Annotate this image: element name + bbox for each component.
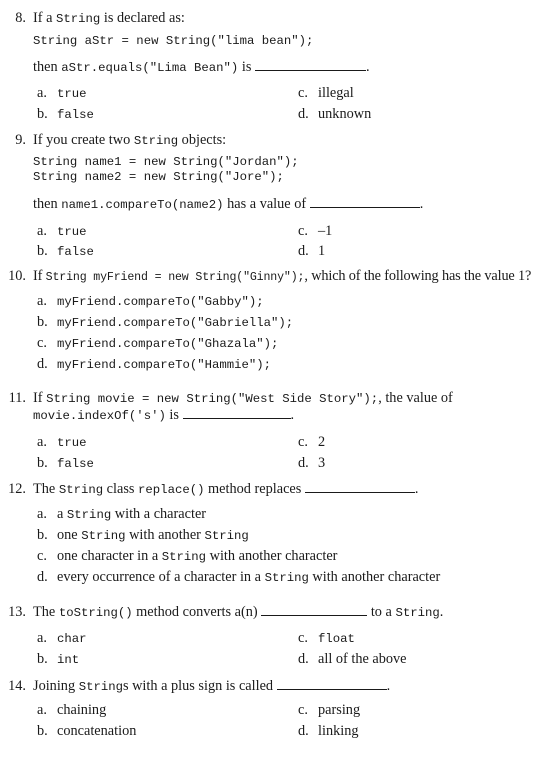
question-text: If String movie = new String("West Side Story");, the value of	[33, 390, 453, 406]
question-text: The toString() method converts a(n) to a String.	[33, 604, 444, 620]
question-text: then aStr.equals("Lima Bean") is .	[33, 59, 370, 75]
option-c: c. illegal	[298, 85, 354, 101]
question-number: 13.	[8, 604, 26, 620]
option-d: d. all of the above	[298, 651, 407, 667]
option-c: c. myFriend.compareTo("Ghazala");	[37, 335, 279, 351]
code-line: String aStr = new String("lima bean");	[33, 34, 314, 48]
option-d: d. 3	[298, 455, 326, 471]
option-c: c. float	[298, 630, 355, 646]
option-d: d. every occurrence of a character in a String with another character	[37, 569, 441, 585]
option-a: a. true	[37, 85, 87, 101]
answer-blank	[183, 406, 291, 419]
question-text: If you create two String objects:	[33, 132, 227, 148]
question-number: 8.	[15, 10, 26, 26]
question-text: The String class replace() method replaces .	[33, 481, 419, 497]
option-a: a. true	[37, 434, 87, 450]
option-b: b. myFriend.compareTo("Gabriella");	[37, 314, 294, 330]
question-number: 12.	[8, 481, 26, 497]
code-line: String name2 = new String("Jore");	[33, 170, 284, 184]
answer-blank	[255, 58, 366, 71]
option-b: b. one String with another String	[37, 527, 249, 543]
answer-blank	[261, 603, 367, 616]
option-c: c. 2	[298, 434, 326, 450]
option-d: d. linking	[298, 723, 359, 739]
option-b: b. int	[37, 651, 80, 667]
question-number: 10.	[8, 268, 26, 284]
option-d: d. myFriend.compareTo("Hammie");	[37, 356, 272, 372]
code-line: String name1 = new String("Jordan");	[33, 155, 299, 169]
option-b: b. false	[37, 455, 94, 471]
answer-blank	[310, 195, 420, 208]
option-a: a. true	[37, 223, 87, 239]
question-number: 11.	[8, 390, 26, 406]
question-number: 14.	[8, 678, 26, 694]
option-d: d. 1	[298, 243, 326, 259]
question-text: If String myFriend = new String("Ginny");, which of the following has the value 1?	[33, 268, 532, 284]
answer-blank	[277, 677, 387, 690]
option-a: a. myFriend.compareTo("Gabby");	[37, 293, 264, 309]
question-text: then name1.compareTo(name2) has a value of .	[33, 196, 424, 212]
option-a: a. chaining	[37, 702, 107, 718]
option-c: c. parsing	[298, 702, 361, 718]
option-c: c. –1	[298, 223, 333, 239]
question-text: Joining Strings with a plus sign is called .	[33, 678, 391, 694]
question-text: If a String is declared as:	[33, 10, 185, 26]
option-b: b. false	[37, 106, 94, 122]
question-text: movie.indexOf('s') is .	[33, 407, 295, 423]
option-a: a. a String with a character	[37, 506, 207, 522]
option-c: c. one character in a String with another character	[37, 548, 338, 564]
option-a: a. char	[37, 630, 87, 646]
option-d: d. unknown	[298, 106, 372, 122]
question-number: 9.	[15, 132, 26, 148]
option-b: b. false	[37, 243, 94, 259]
option-b: b. concatenation	[37, 723, 137, 739]
answer-blank	[305, 480, 415, 493]
